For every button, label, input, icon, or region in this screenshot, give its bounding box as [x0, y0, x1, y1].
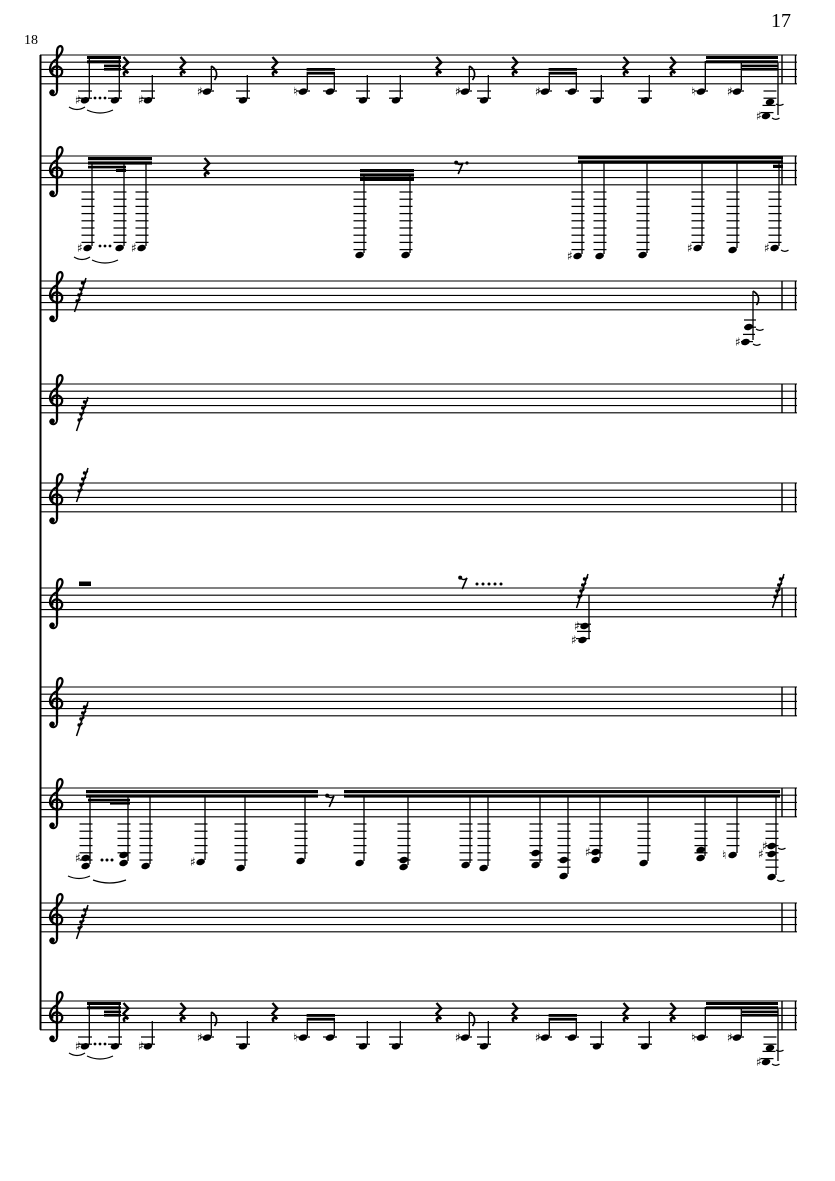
- quarter-rest: [624, 57, 629, 76]
- quarter-rest: [437, 57, 442, 76]
- quarter-rest: [205, 158, 210, 177]
- treble-clef-icon: [50, 272, 63, 321]
- svg-text:♯: ♯: [535, 84, 541, 99]
- treble-clef-icon: [50, 474, 63, 523]
- treble-clef-icon: [50, 147, 63, 196]
- quarter-rest: [124, 57, 129, 76]
- quarter-rest: [437, 1003, 442, 1022]
- svg-text:♯: ♯: [756, 1055, 762, 1069]
- quarter-rest: [181, 1003, 186, 1022]
- treble-clef-icon: [50, 579, 63, 628]
- svg-text:♯: ♯: [758, 847, 764, 861]
- quarter-rest: [671, 57, 676, 76]
- treble-clef-icon: [50, 46, 63, 95]
- svg-text:♯: ♯: [75, 851, 81, 865]
- svg-text:♯: ♯: [567, 249, 573, 263]
- quarter-rest: [624, 1003, 629, 1022]
- staff-4: [40, 375, 797, 431]
- svg-text:♮: ♮: [722, 848, 727, 862]
- svg-text:♯: ♯: [455, 84, 461, 99]
- quarter-rest: [671, 1003, 676, 1022]
- quarter-rest: [513, 1003, 518, 1022]
- svg-text:♯: ♯: [138, 1039, 144, 1053]
- svg-text:♯: ♯: [77, 241, 83, 255]
- staff-7: [40, 678, 797, 736]
- svg-text:♯: ♯: [535, 1030, 541, 1045]
- staff-1: [40, 46, 797, 123]
- quarter-rest: [181, 57, 186, 76]
- quarter-rest: [124, 1003, 129, 1022]
- svg-text:♯: ♯: [197, 84, 203, 99]
- staff-6: [40, 574, 797, 647]
- svg-text:♯: ♯: [455, 1030, 461, 1045]
- quarter-rest: [513, 57, 518, 76]
- eighth-rest: [458, 576, 467, 589]
- dotted-eighth-rest: [454, 161, 463, 174]
- measure-number: 18: [24, 33, 38, 48]
- quarter-rest: [273, 57, 278, 76]
- svg-text:♮: ♮: [691, 1030, 696, 1045]
- stacked-rest: [77, 702, 89, 736]
- staff-2: [40, 147, 797, 263]
- svg-text:♮: ♮: [293, 84, 298, 99]
- svg-text:♯: ♯: [75, 1039, 81, 1053]
- svg-text:♯: ♯: [735, 335, 741, 349]
- staff-3: [40, 272, 797, 349]
- svg-text:♯: ♯: [687, 241, 693, 255]
- svg-text:♯: ♯: [75, 93, 81, 107]
- svg-text:♯: ♯: [138, 93, 144, 107]
- staff-8: [40, 779, 797, 883]
- treble-clef-icon: [50, 894, 63, 943]
- svg-text:♯: ♯: [727, 1030, 733, 1045]
- svg-text:♯: ♯: [197, 1030, 203, 1045]
- svg-text:♯: ♯: [585, 845, 591, 859]
- svg-text:♮: ♮: [691, 84, 696, 99]
- quarter-rest: [273, 1003, 278, 1022]
- treble-clef-icon: [50, 992, 63, 1041]
- page-number: 17: [771, 10, 791, 32]
- svg-text:♯: ♯: [764, 241, 770, 255]
- svg-text:♯: ♯: [762, 839, 768, 853]
- treble-clef-icon: [50, 779, 63, 828]
- svg-text:♯: ♯: [574, 619, 580, 633]
- staff-5: [40, 468, 797, 523]
- treble-clef-icon: [50, 375, 63, 424]
- svg-text:♯: ♯: [571, 633, 577, 647]
- svg-text:♯: ♯: [190, 855, 196, 869]
- svg-text:♯: ♯: [727, 84, 733, 99]
- staff-10: [40, 992, 797, 1069]
- svg-text:♯: ♯: [756, 109, 762, 123]
- svg-text:♮: ♮: [293, 1030, 298, 1045]
- staff-9: [40, 894, 797, 943]
- treble-clef-icon: [50, 678, 63, 727]
- stacked-rest: [77, 397, 89, 431]
- svg-text:♯: ♯: [131, 241, 137, 255]
